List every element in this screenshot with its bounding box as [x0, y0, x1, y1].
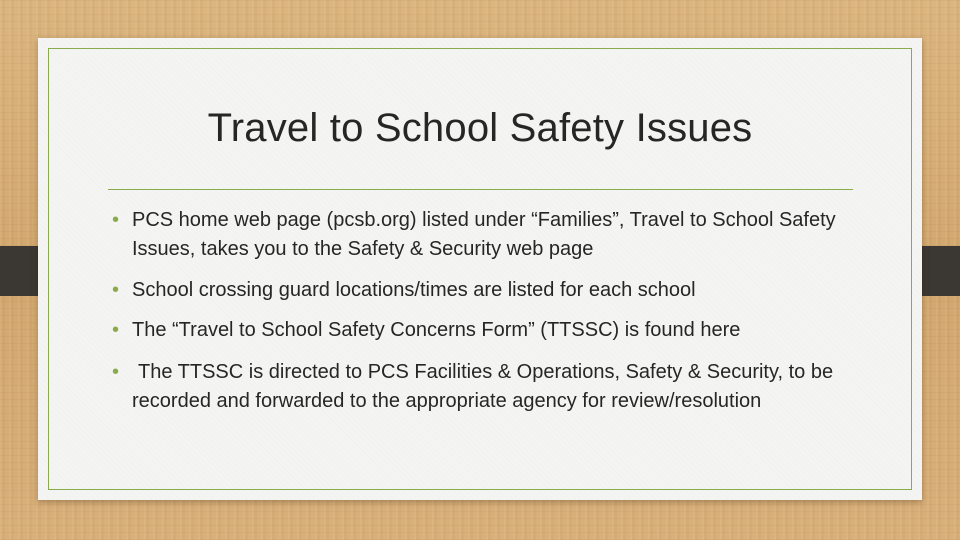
- bullet-text-3: The “Travel to School Safety Concerns Form” (TTSSC) is found here: [132, 319, 741, 341]
- bullet-text-2: School crossing guard locations/times are listed for each school: [132, 279, 696, 301]
- bullet-text-4: The TTSSC is directed to PCS Facilities & Operations, Safety & Security, to be recorded and forwarded to the appropriate agency for review/resolution: [132, 361, 834, 412]
- bullet-marker-icon: •: [112, 319, 120, 341]
- bullet-list: [112, 206, 852, 416]
- bullet-marker-icon: •: [112, 209, 120, 231]
- slide-title: Travel to School Safety Issues: [207, 106, 753, 150]
- title-divider: [108, 189, 853, 190]
- left-side-tab: [0, 246, 40, 296]
- bullet-item-1: [112, 206, 852, 264]
- bullet-item-4: [112, 358, 852, 416]
- bullet-item-3: [112, 316, 852, 345]
- bullet-marker-icon: •: [112, 279, 120, 301]
- bullet-text-1: PCS home web page (pcsb.org) listed under “Families”, Travel to School Safety Issues, takes you to the Safety & Security web page: [132, 209, 836, 260]
- bullet-marker-icon: •: [112, 361, 120, 383]
- bullet-item-2: [112, 276, 852, 305]
